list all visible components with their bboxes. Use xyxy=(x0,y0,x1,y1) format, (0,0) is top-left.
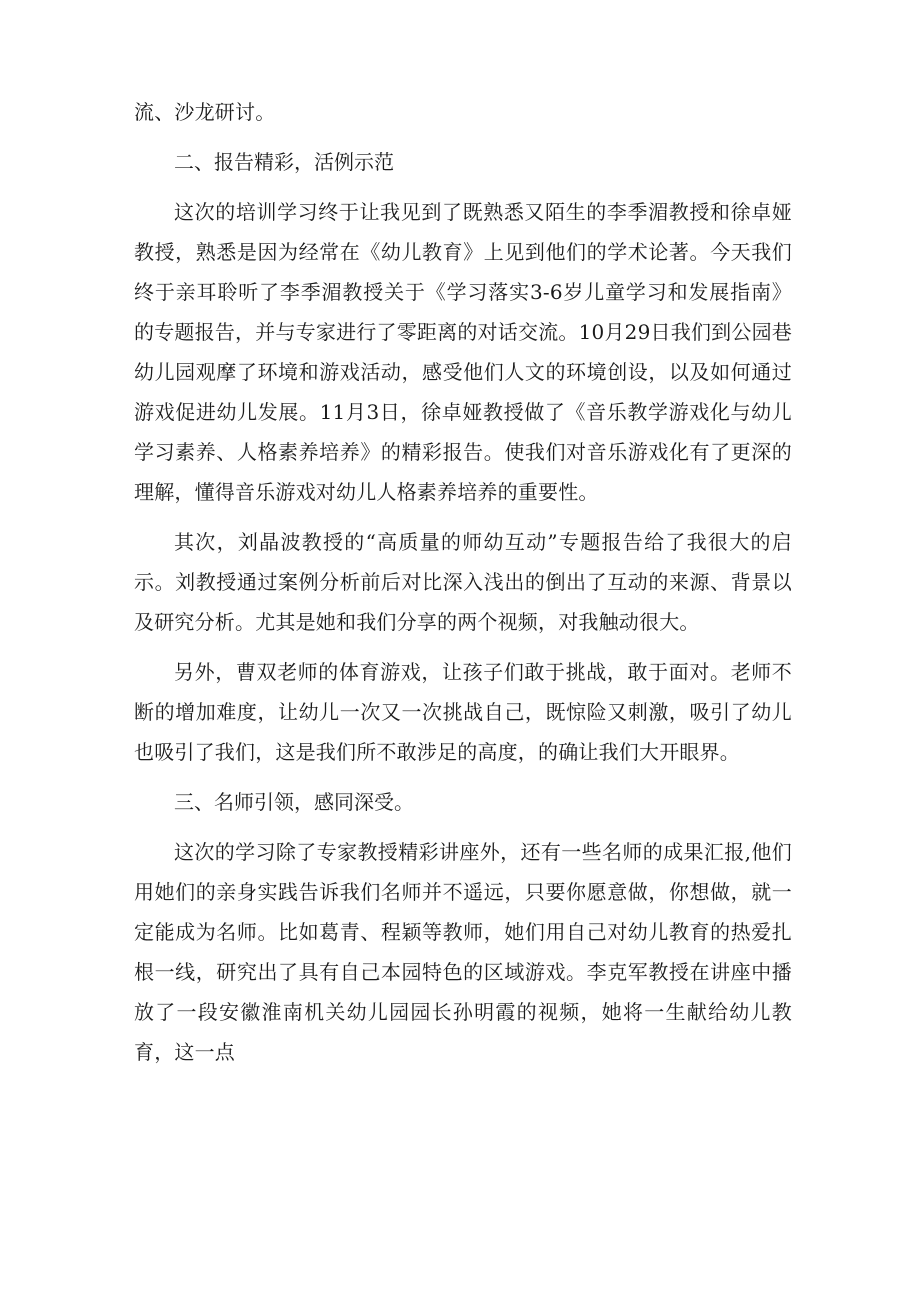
section-heading-3: 三、名师引领，感同深受。 xyxy=(174,790,414,814)
paragraph-continuation: 流、沙龙研讨。 xyxy=(134,100,276,124)
paragraph-reports: 这次的培训学习终于让我见到了既熟悉又陌生的李季湄教授和徐卓娅教授，熟悉是因为经常在《幼儿教育》上见到他们的学术论著。今天我们终于亲耳聆听了李季湄教授关于《学习落实3-6岁儿童学习和发展指南》的专题报告，并与专家进行了零距离的对话交流。10月29日我们到公园巷幼儿园观摩了环境和游戏活动，感受他们人文的环境创设，以及如何通过游戏促进幼儿发展。11月3日，徐卓娅教授做了《音乐教学游戏化与幼儿学习素养、人格素养培养》的精彩报告。使我们对音乐游戏化有了更深的理解，懂得音乐游戏对幼儿人格素养培养的重要性。 xyxy=(134,200,792,504)
section-heading-2: 二、报告精彩，活例示范 xyxy=(174,150,394,174)
paragraph-sports-games: 另外，曹双老师的体育游戏，让孩子们敢于挑战，敢于面对。老师不断的增加难度，让幼儿一次又一次挑战自己，既惊险又刺激，吸引了幼儿也吸引了我们，这是我们所不敢涉足的高度，的确让我们大开眼界。 xyxy=(134,660,792,764)
paragraph-interaction-report: 其次，刘晶波教授的“高质量的师幼互动”专题报告给了我很大的启示。刘教授通过案例分析前后对比深入浅出的倒出了互动的来源、背景以及研究分析。尤其是她和我们分享的两个视频，对我触动很大。 xyxy=(134,530,792,634)
paragraph-famous-teachers: 这次的学习除了专家教授精彩讲座外，还有一些名师的成果汇报,他们用她们的亲身实践告诉我们名师并不遥远，只要你愿意做，你想做，就一定能成为名师。比如葛青、程颖等教师，她们用自己对幼儿教育的热爱扎根一线，研究出了具有自己本园特色的区域游戏。李克军教授在讲座中播放了一段安徽淮南机关幼儿园园长孙明霞的视频，她将一生献给幼儿教育，这一点 xyxy=(134,840,792,1064)
document-body xyxy=(134,92,792,1082)
